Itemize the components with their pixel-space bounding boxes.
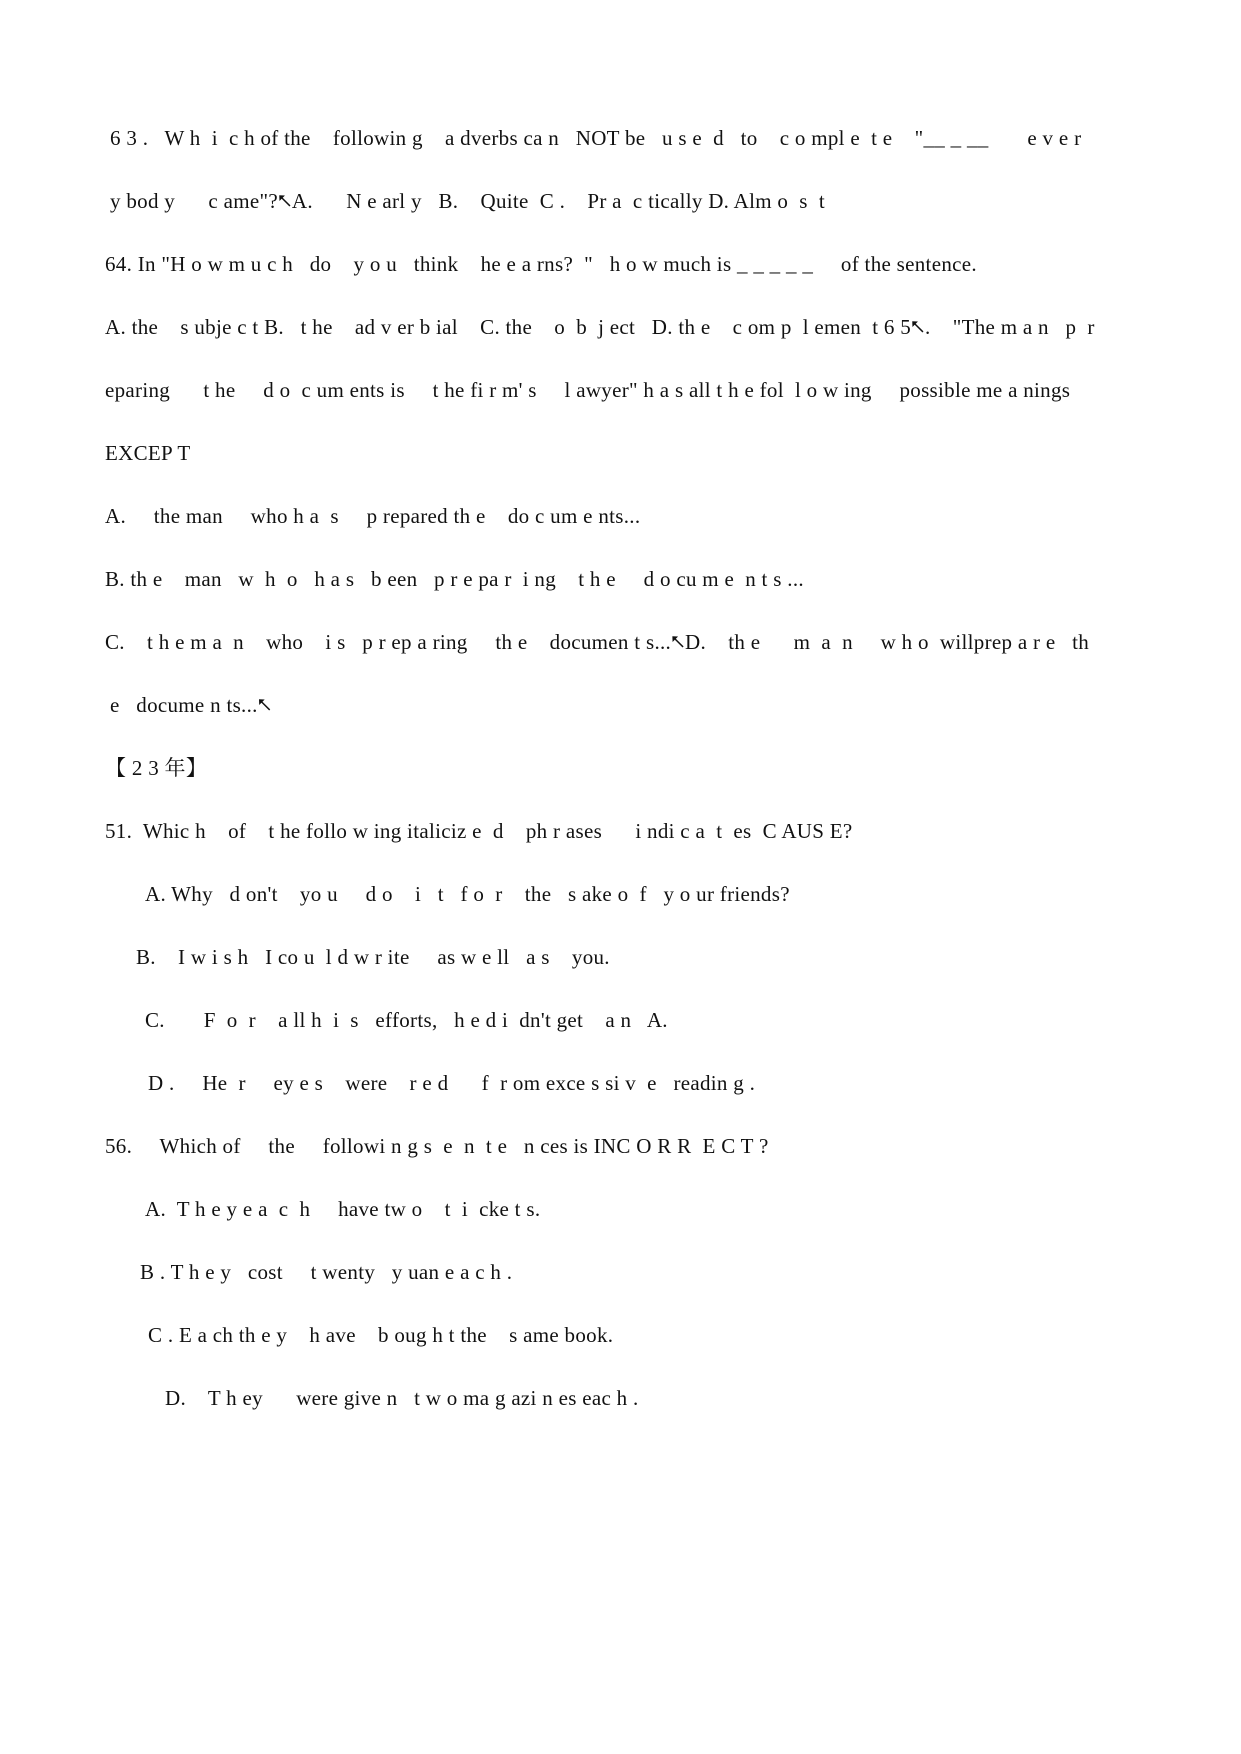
- q51-option-c: C. F o r a ll h i s efforts, h e d i dn't get a n A.: [145, 1008, 668, 1032]
- q51-option-a: A. Why d on't yo u d o i t f o r the s ake o f y o ur friends?: [145, 882, 790, 906]
- q65-option-a: A. the man who h a s p repared th e do c um e nts...: [105, 504, 641, 528]
- q56-option-a: A. T h e y e a c h have tw o t i cke t s.: [145, 1197, 541, 1221]
- q56-option-d: D. T h ey were give n t w o ma g azi n es eac h .: [165, 1386, 639, 1410]
- q65-line3: EXCEP T: [105, 441, 191, 465]
- q56-stem: 56. Which of the followi n g s e n t e n ces is INC O R R E C T ?: [105, 1134, 769, 1158]
- q56-option-b: B . T h e y cost t wenty y uan e a c h .: [140, 1260, 513, 1284]
- q63-line2: y bod y c ame"?⭦A. N e arl y B. Quite C . Pr a c tically D. Alm o s t: [110, 189, 825, 213]
- q65-option-c-d: C. t h e m a n who i s p r ep a ring th e documen t s...⭦D. th e m a n w h o willprep a r e th: [105, 630, 1090, 654]
- q65-line2: eparing t he d o c um ents is t he fi r m' s l awyer" h a s all t h e fol l o w ing possible me a nings: [105, 378, 1071, 402]
- q63-line1: 6 3 . W h i c h of the followin g a dverbs ca n NOT be u s e d to c o mpl e t e "__ _ __ e v e r: [110, 126, 1082, 150]
- section-year-heading: 【 2 3 年】: [105, 756, 208, 780]
- q65-option-d-end: e docume n ts...⭦: [110, 693, 272, 717]
- q51-option-b: B. I w i s h I co u l d w r ite as w e ll a s you.: [136, 945, 610, 969]
- q56-option-c: C . E a ch th e y h ave b oug h t the s ame book.: [148, 1323, 614, 1347]
- q65-option-b: B. th e man w h o h a s b een p r e pa r i ng t h e d o cu m e n t s ...: [105, 567, 804, 591]
- q51-option-d: D . He r ey e s were r e d f r om exce s si v e readin g .: [148, 1071, 756, 1095]
- q51-stem: 51. Whic h of t he follo w ing italiciz e d ph r ases i ndi c a t es C AUS E?: [105, 819, 853, 843]
- q64-line1: 64. In "H o w m u c h do y o u think he e a rns? " h o w much is _ _ _ _ _ of the sentence.: [105, 252, 977, 276]
- q64-options-q65-start: A. the s ubje c t B. t he ad v er b ial C. the o b j ect D. th e c om p l emen t 6 5⭦. "The m a n p r: [105, 315, 1095, 339]
